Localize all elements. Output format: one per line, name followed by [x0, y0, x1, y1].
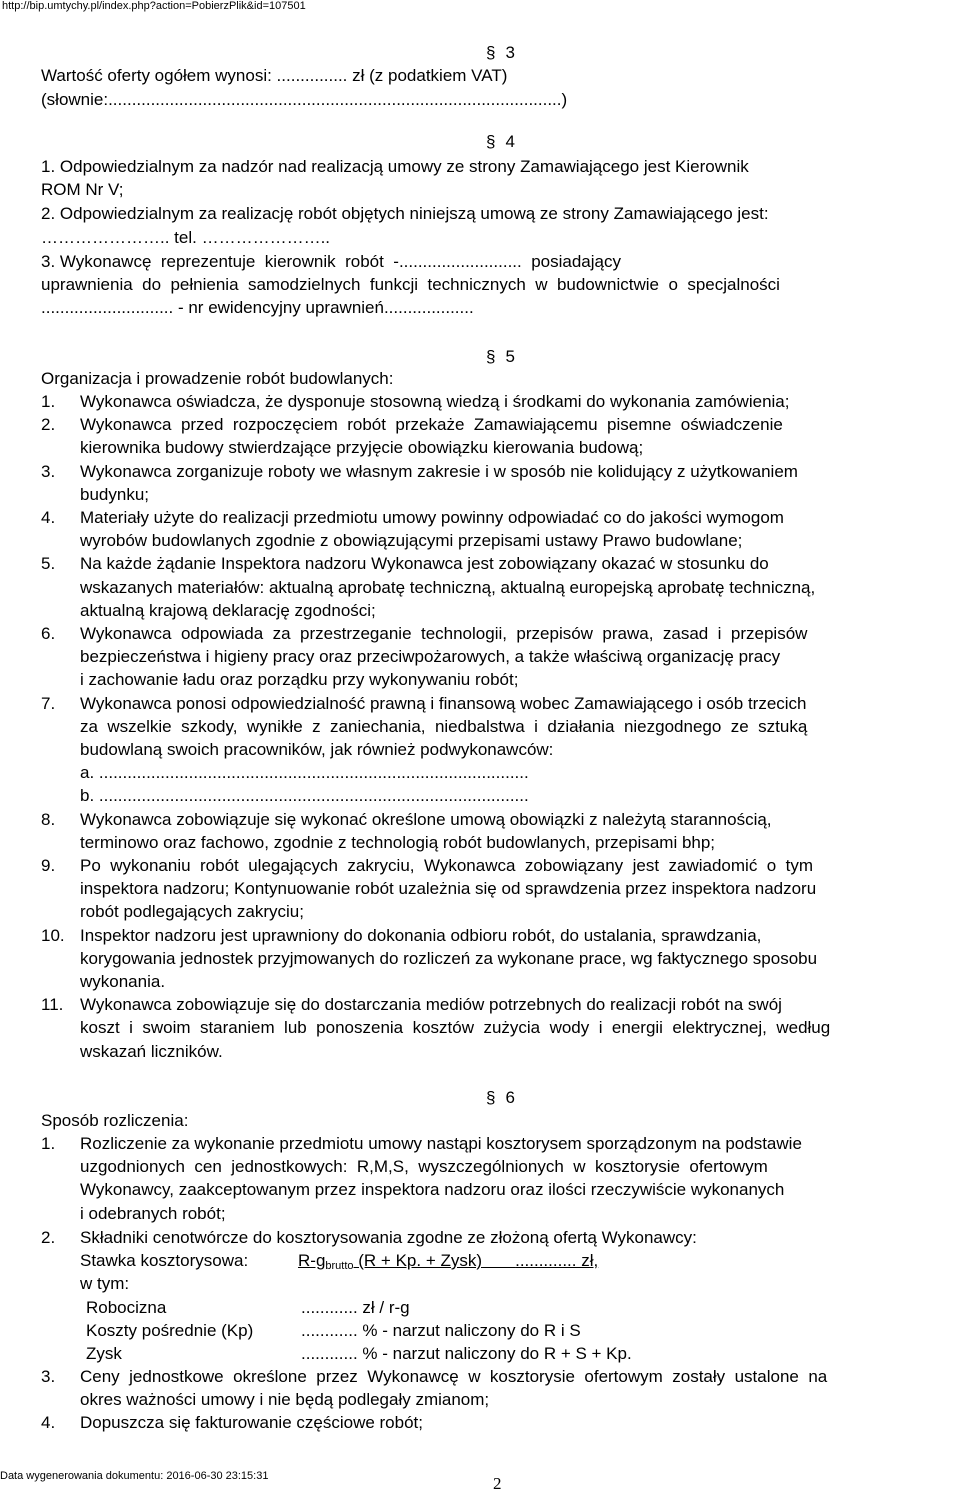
list-item-line: uprawnienia do pełnienia samodzielnych funkcji technicznych w budownictwie o specjalności: [41, 275, 780, 294]
list-number: 2.: [41, 1228, 56, 1247]
section-5-heading: § 5: [486, 347, 515, 366]
list-item-line: Dopuszcza się fakturowanie częściowe robót;: [80, 1413, 423, 1433]
list-item-line: wykonania.: [80, 972, 166, 991]
list-number: 1.: [41, 392, 56, 411]
list-number: 7.: [41, 693, 56, 713]
list-number: 10.: [41, 925, 65, 945]
list-item-line: za wszelkie szkody, wynikłe z zaniechania, niedbalstwa i działania niezgodnego ze sztuką: [80, 716, 808, 736]
list-number: 1.: [41, 1134, 56, 1153]
list-item-line: Rozliczenie za wykonanie przedmiotu umowy nastąpi kosztorysem sporządzonym na podstawie: [80, 1134, 802, 1153]
list-number: 3.: [41, 1367, 56, 1386]
list-number: 5.: [41, 554, 56, 574]
list-item-line: robót podlegających zakryciu;: [80, 902, 304, 922]
stawka-formula: $R-g_{brutto}$ (R + Kp. + Zysk) ............. zł,: [298, 1251, 599, 1272]
list-item-line: Wykonawca zorganizuje roboty we własnym zakresie i w sposób nie kolidujący z użytkowaniem: [80, 461, 798, 481]
header-url: http://bip.umtychy.pl/index.php?action=PobierzPlik&id=107501: [2, 0, 306, 12]
list-item-line: ROM Nr V;: [41, 180, 124, 200]
list-number: 2.: [41, 415, 56, 435]
list-item-line: terminowo oraz fachowo, zgodnie z technologią robót budowlanych, przepisami bhp;: [80, 832, 716, 852]
components-line: Składniki cenotwórcze do kosztorysowania zgodne ze złożoną ofertą Wykonawcy:: [80, 1228, 697, 1247]
rate-value: ............ % - narzut naliczony do R i S: [301, 1321, 581, 1340]
list-item-line: koszt i swoim staraniem lub ponoszenia kosztów zużycia wody i energii elektrycznej, według: [80, 1018, 831, 1038]
list-number: 6.: [41, 624, 56, 643]
list-item-line: a. ...........................................................................................: [80, 763, 529, 783]
list-item-line: okres ważności umowy i nie będą podlegały zmianom;: [80, 1390, 490, 1410]
section-sign: §: [486, 43, 496, 62]
list-item-line: b. ...........................................................................................: [80, 786, 529, 806]
list-item-line: Inspektor nadzoru jest uprawniony do dokonania odbioru robót, do ustalania, sprawdzania,: [80, 925, 762, 945]
list-item-line: Wykonawcy, zaakceptowanym przez inspektora nadzoru oraz ilości rzeczywiście wykonanych: [80, 1180, 785, 1200]
stawka-label: Stawka kosztorysowa:: [80, 1251, 249, 1270]
list-item-line: 3. Wykonawcę reprezentuje kierownik robót -.......................... posiadający: [41, 251, 621, 271]
list-item-line: korygowania jednostek przyjmowanych do rozliczeń za wykonane prace, wg faktycznego sposobu: [80, 948, 818, 968]
rate-label: Zysk: [86, 1344, 122, 1363]
section-5-title: Organizacja i prowadzenie robót budowlanych:: [41, 369, 394, 388]
stawka-value: ............. zł,: [515, 1251, 599, 1270]
list-item-line: Po wykonaniu robót ulegających zakryciu, Wykonawca zobowiązany jest zawiadomić o tym: [80, 856, 814, 875]
list-item-line: Wykonawca ponosi odpowiedzialność prawną i finansową wobec Zamawiającego i osób trzecich: [80, 693, 807, 713]
generated-date: Data wygenerowania dokumentu: 2016-06-30 23:15:31: [0, 1470, 269, 1482]
list-number: 4.: [41, 508, 56, 527]
wtym-label: w tym:: [80, 1274, 130, 1293]
list-item-line: i zachowanie ładu oraz porządku przy wykonywaniu robót;: [80, 670, 519, 690]
section-6-title: Sposób rozliczenia:: [41, 1111, 189, 1130]
list-item-line: kierownika budowy stwierdzające przyjęcie obowiązku kierowania budową;: [80, 438, 644, 458]
list-number: 4.: [41, 1413, 56, 1433]
section-6-heading: § 6: [486, 1088, 515, 1107]
list-item-line: Ceny jednostkowe określone przez Wykonawcę w kosztorysie ofertowym zostały ustalone na: [80, 1367, 828, 1386]
rate-value: ............ zł / r-g: [301, 1298, 410, 1317]
list-item-line: wyrobów budowlanych zgodnie z obowiązującymi przepisami ustawy Prawo budowlane;: [80, 531, 743, 551]
list-item-line: Wykonawca odpowiada za przestrzeganie technologii, przepisów prawa, zasad i przepisów: [80, 624, 808, 643]
rate-label: Koszty pośrednie (Kp): [86, 1321, 254, 1340]
rate-value: ............ % - narzut naliczony do R + S + Kp.: [301, 1344, 632, 1363]
section-4-heading: § 4: [486, 132, 515, 151]
list-item-line: Na każde żądanie Inspektora nadzoru Wykonawca jest zobowiązany okazać w stosunku do: [80, 554, 769, 574]
list-number: 8.: [41, 809, 56, 829]
list-item-line: i odebranych robót;: [80, 1203, 226, 1223]
list-item-line: 2. Odpowiedzialnym za realizację robót objętych niniejszą umową ze strony Zamawiającego jest:: [41, 204, 769, 224]
list-item-line: uzgodnionych cen jednostkowych: R,M,S, wyszczególnionych w kosztorysie ofertowym: [80, 1157, 768, 1177]
offer-value-line: Wartość oferty ogółem wynosi: ............... zł (z podatkiem VAT): [41, 66, 508, 85]
list-item-line: Wykonawca zobowiązuje się do dostarczania mediów potrzebnych do realizacji robót na swój: [80, 995, 782, 1015]
list-item-line: 1. Odpowiedzialnym za nadzór nad realizacją umowy ze strony Zamawiającego jest Kierownik: [41, 157, 749, 176]
list-number: 3.: [41, 461, 56, 481]
page-number: 2: [493, 1474, 502, 1493]
list-item-line: Materiały użyte do realizacji przedmiotu umowy powinny odpowiadać co do jakości wymogom: [80, 508, 784, 527]
list-number: 9.: [41, 856, 56, 875]
list-item-line: aktualną krajową deklarację zgodności;: [80, 600, 376, 620]
list-item-line: Wykonawca zobowiązuje się wykonać określone umową obowiązki z należytą starannością,: [80, 809, 772, 829]
offer-words-line: (słownie:................................................................................................): [41, 90, 568, 109]
rate-label: Robocizna: [86, 1298, 167, 1317]
list-number: 11.: [41, 995, 64, 1015]
list-item-line: wskazanych materiałów: aktualną aprobatę techniczną, aktualną europejską aprobatę techniczną,: [80, 577, 816, 597]
list-item-line: wskazań liczników.: [80, 1041, 223, 1061]
list-item-line: ………………….. tel. …………………..: [41, 227, 331, 247]
list-item-line: ............................ - nr ewidencyjny uprawnień...................: [41, 298, 474, 318]
list-item-line: inspektora nadzoru; Kontynuowanie robót uzależnia się od sprawdzenia przez inspektora nadzoru: [80, 879, 817, 899]
list-item-line: Wykonawca przed rozpoczęciem robót przekaże Zamawiającemu pisemne oświadczenie: [80, 415, 783, 435]
list-item-line: bezpieczeństwa i higieny pracy oraz przeciwpożarowych, a także właściwą organizację pracy: [80, 647, 781, 667]
list-item-line: Wykonawca oświadcza, że dysponuje stosowną wiedzą i środkami do wykonania zamówienia;: [80, 392, 790, 411]
section-3-heading: § 3: [486, 43, 515, 62]
list-item-line: budynku;: [80, 484, 149, 504]
list-item-line: budowlaną swoich pracowników, jak również podwykonawców:: [80, 740, 554, 759]
